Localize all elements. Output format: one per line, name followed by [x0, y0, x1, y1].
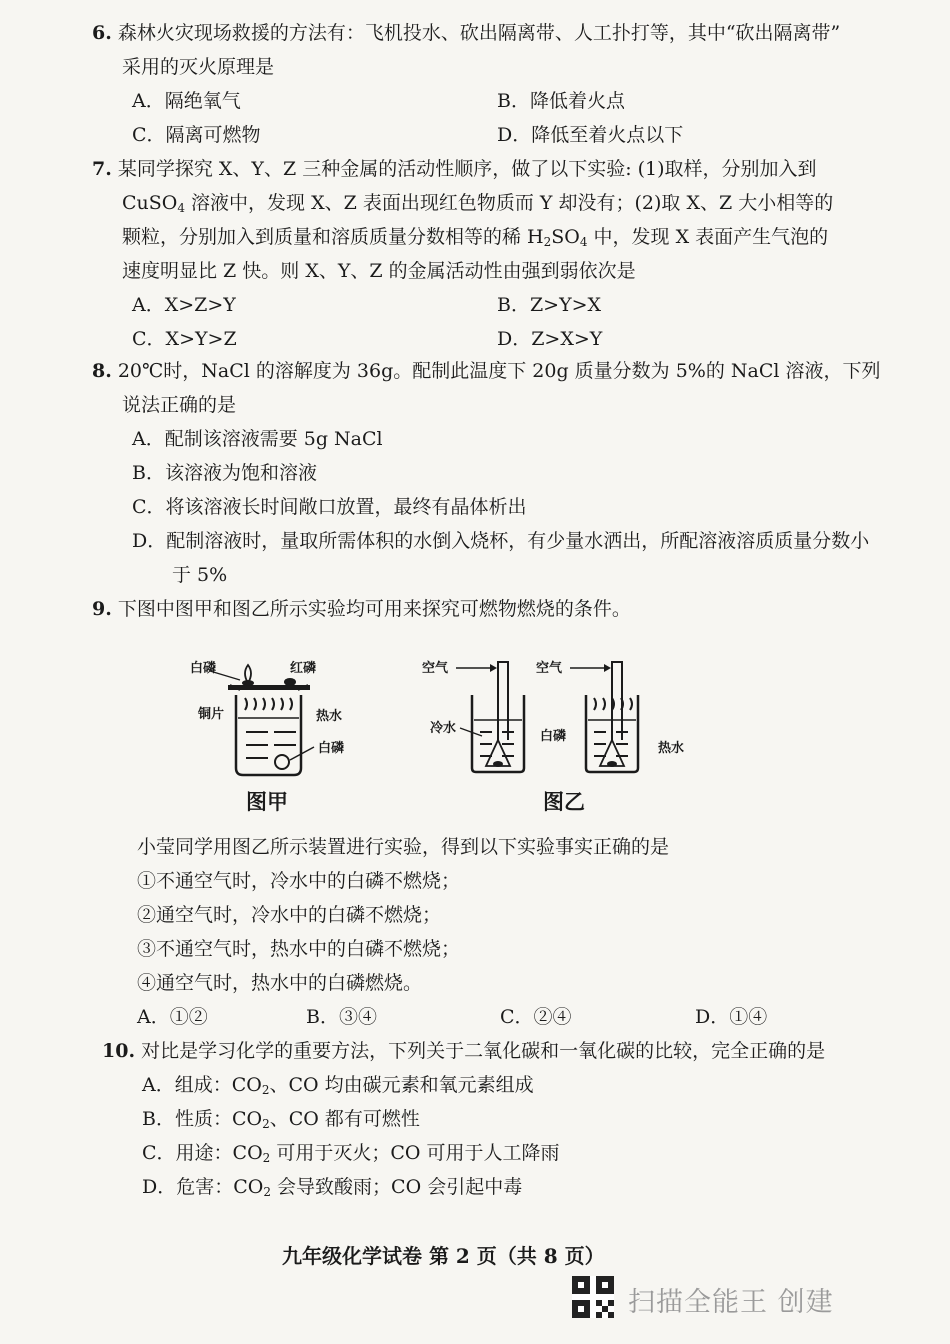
- option-b[interactable]: B．Z>Y>X: [497, 294, 602, 316]
- question-8-line1: 8. 20℃时，NaCl 的溶解度为 36g。配制此温度下 20g 质量分数为 5%的 NaCl 溶液，下列: [92, 360, 881, 382]
- statement-2: ②通空气时，冷水中的白磷不燃烧；: [137, 904, 442, 926]
- question-number: 9.: [92, 598, 112, 620]
- option-d[interactable]: D．Z>X>Y: [497, 328, 603, 350]
- figure-jia: [190, 660, 344, 775]
- label-red-phosphorus: 红磷: [290, 661, 317, 676]
- question-9-body: [92, 830, 882, 1034]
- option-b[interactable]: B．该溶液为饱和溶液: [132, 462, 317, 484]
- question-number: 6.: [92, 22, 112, 44]
- option-d[interactable]: D．配制溶液时，量取所需体积的水倒入烧杯，有少量水洒出，所配溶液溶质质量分数小于 5%: [132, 530, 870, 586]
- statement-1: ①不通空气时，冷水中的白磷不燃烧；: [137, 870, 461, 892]
- label-white-phosphorus-top: 白磷: [190, 661, 217, 676]
- label-air-2: 空气: [536, 661, 563, 676]
- label-hot-water: 热水: [316, 709, 343, 724]
- option-d[interactable]: D．危害：$CO_2$ 会导致酸雨；CO 会引起中毒: [142, 1176, 523, 1199]
- option-c[interactable]: C．用途：$CO_2$ 可用于灭火；CO 可用于人工降雨: [142, 1142, 560, 1165]
- question-6-stem-line2: 采用的灭火原理是: [122, 56, 275, 78]
- option-a[interactable]: A．①②: [137, 1006, 208, 1028]
- question-8-line2: 说法正确的是: [122, 394, 237, 416]
- arrow-icon: [490, 664, 497, 672]
- question-6-options-row2: [92, 118, 882, 152]
- question-number: 10.: [102, 1040, 136, 1062]
- question-10: [102, 1034, 892, 1204]
- arrow-icon: [604, 664, 611, 672]
- label-white-phosphorus-bottom: 白磷: [318, 741, 345, 756]
- question-9-stem: 9. 下图中图甲和图乙所示实验均可用来探究可燃物燃烧的条件。: [92, 598, 631, 620]
- statement-4: ④通空气时，热水中的白磷燃烧。: [137, 972, 423, 994]
- statement-3: ③不通空气时，热水中的白磷不燃烧；: [137, 938, 461, 960]
- option-b[interactable]: B．③④: [306, 1006, 377, 1028]
- option-a[interactable]: A．组成：$CO_2$、CO 均由碳元素和氧元素组成: [142, 1074, 534, 1097]
- steam-icon: [245, 698, 292, 710]
- label-hot-water-2: 热水: [658, 741, 685, 756]
- question-7-options-row2: [92, 322, 882, 356]
- qr-code-icon: [572, 1276, 614, 1318]
- question-9-intro: 小莹同学用图乙所示装置进行实验，得到以下实验事实正确的是: [137, 836, 670, 858]
- option-c[interactable]: C．X>Y>Z: [132, 328, 237, 350]
- question-8: [92, 354, 882, 592]
- figure-yi: [422, 660, 684, 772]
- experiment-figures: [150, 640, 710, 790]
- red-phosphorus: [284, 678, 296, 686]
- scanner-watermark: 扫描全能王 创建: [628, 1287, 834, 1318]
- question-9: [92, 592, 882, 626]
- figure-caption-jia: 图甲: [246, 790, 288, 814]
- label-cold-water: 冷水: [430, 721, 457, 736]
- question-7: [92, 152, 882, 356]
- option-d[interactable]: D．①④: [695, 1006, 768, 1028]
- question-7-line1: 7. 某同学探究 X、Y、Z 三种金属的活动性顺序，做了以下实验: (1)取样，分别加入到: [92, 158, 817, 180]
- option-a[interactable]: A．隔绝氧气: [132, 90, 241, 112]
- figure-caption-yi: 图乙: [543, 790, 585, 814]
- question-number: 8.: [92, 360, 112, 382]
- label-copper: 铜片: [198, 707, 225, 722]
- option-b[interactable]: B．降低着火点: [497, 90, 625, 112]
- question-6-stem: 6. 森林火灾现场救援的方法有：飞机投水、砍出隔离带、人工扑打等，其中“砍出隔离带”: [92, 22, 841, 44]
- option-a[interactable]: A．X>Z>Y: [132, 294, 236, 316]
- option-c[interactable]: C．隔离可燃物: [132, 124, 261, 146]
- question-7-line4: 速度明显比 Z 快。则 X、Y、Z 的金属活动性由强到弱依次是: [122, 260, 636, 282]
- question-10-stem: 10. 对比是学习化学的重要方法，下列关于二氧化碳和一氧化碳的比较，完全正确的是: [102, 1040, 826, 1062]
- option-c[interactable]: C．将该溶液长时间敞口放置，最终有晶体析出: [132, 496, 527, 518]
- question-7-line3: 颗粒，分别加入到质量和溶质质量分数相等的稀 $H_2SO_4$ 中，发现 X 表面产生气泡的: [122, 226, 829, 249]
- air-tube: [498, 662, 508, 740]
- option-a[interactable]: A．配制该溶液需要 5g NaCl: [132, 428, 383, 450]
- question-6-options-row1: [92, 84, 882, 118]
- label-air-1: 空气: [422, 661, 449, 676]
- question-7-options-row1: [92, 288, 882, 322]
- white-phosphorus-underwater: [275, 755, 289, 769]
- question-number: 7.: [92, 158, 112, 180]
- option-d[interactable]: D．降低至着火点以下: [497, 124, 684, 146]
- question-7-line2: CuSO$_4$ 溶液中，发现 X、Z 表面出现红色物质而 Y 却没有；(2)取 X、Z 大小相等的: [122, 192, 834, 215]
- option-c[interactable]: C．②④: [500, 1006, 572, 1028]
- question-6: [92, 16, 882, 152]
- option-b[interactable]: B．性质：$CO_2$、CO 都有可燃性: [142, 1108, 420, 1131]
- page-footer: 九年级化学试卷 第 2 页（共 8 页）: [282, 1244, 605, 1268]
- label-white-phosphorus: 白磷: [540, 729, 567, 744]
- question-9-options: [92, 1000, 882, 1034]
